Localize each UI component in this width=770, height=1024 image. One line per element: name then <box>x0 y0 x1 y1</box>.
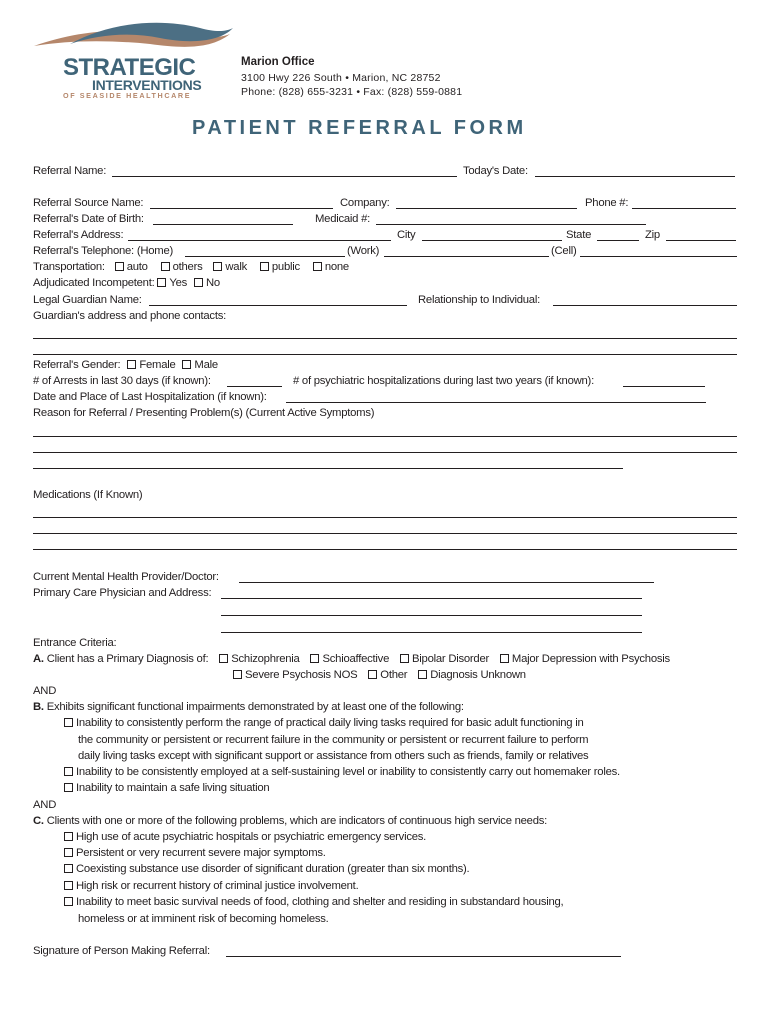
office-name: Marion Office <box>241 56 315 68</box>
medications-line-1[interactable] <box>33 517 737 518</box>
adjudicated-yes-checkbox[interactable] <box>157 278 166 287</box>
dob-label: Referral's Date of Birth: <box>33 213 144 225</box>
referral-name-field[interactable] <box>112 176 457 177</box>
relationship-field[interactable] <box>553 305 737 306</box>
zip-field[interactable] <box>666 240 736 241</box>
transport-others-checkbox[interactable] <box>161 262 170 271</box>
telephone-home-field[interactable] <box>185 256 345 257</box>
telephone-cell-label: (Cell) <box>551 245 577 257</box>
signature-label: Signature of Person Making Referral: <box>33 945 210 957</box>
transport-walk-checkbox[interactable] <box>213 262 222 271</box>
diag-unknown-checkbox[interactable] <box>418 670 427 679</box>
criteria-c-item <box>64 862 469 876</box>
logo-wave-icon <box>30 20 235 54</box>
pcp-line-1[interactable] <box>221 598 642 599</box>
guardian-contacts-label: Guardian's address and phone contacts: <box>33 310 226 322</box>
relationship-label: Relationship to Individual: <box>418 294 540 306</box>
criteria-c-2-checkbox[interactable] <box>64 848 73 857</box>
diag-schizophrenia-checkbox[interactable] <box>219 654 228 663</box>
criteria-c-5-line-2: homeless or at imminent risk of becoming homeless. <box>78 913 329 925</box>
gender-male-label: Male <box>194 359 218 371</box>
signature-field[interactable] <box>226 956 621 957</box>
todays-date-field[interactable] <box>535 176 735 177</box>
gender-female-checkbox[interactable] <box>127 360 136 369</box>
reason-label: Reason for Referral / Presenting Problem(s) (Current Active Symptoms) <box>33 407 375 419</box>
legal-guardian-label: Legal Guardian Name: <box>33 294 142 306</box>
state-label: State <box>566 229 592 241</box>
logo-line3: OF SEASIDE HEALTHCARE <box>63 91 192 100</box>
office-address: 3100 Hwy 226 South • Marion, NC 28752 <box>241 72 441 84</box>
office-phone: Phone: (828) 655-3231 • Fax: (828) 559-0881 <box>241 86 463 98</box>
gender-male-checkbox[interactable] <box>182 360 191 369</box>
telephone-home-label: Referral's Telephone: (Home) <box>33 245 173 257</box>
diag-schioaffective-checkbox[interactable] <box>310 654 319 663</box>
company-field[interactable] <box>396 208 577 209</box>
arrests-label: # of Arrests in last 30 days (if known): <box>33 375 211 387</box>
adjudicated-row <box>33 276 220 290</box>
transport-public-checkbox[interactable] <box>260 262 269 271</box>
diag-unknown-label: Diagnosis Unknown <box>430 669 526 681</box>
criteria-c-row <box>33 814 547 828</box>
gender-row <box>33 358 218 372</box>
criteria-b-item <box>64 716 584 730</box>
criteria-b-row <box>33 700 464 714</box>
dob-field[interactable] <box>153 224 293 225</box>
transportation-label: Transportation: <box>33 261 105 273</box>
criteria-c-3-text: Coexisting substance use disorder of significant duration (greater than six months). <box>76 863 470 875</box>
last-hosp-label: Date and Place of Last Hospitalization (if known): <box>33 391 267 403</box>
medications-line-3[interactable] <box>33 549 737 550</box>
criteria-c-4-text: High risk or recurrent history of criminal justice involvement. <box>76 880 359 892</box>
zip-label: Zip <box>645 229 660 241</box>
state-field[interactable] <box>597 240 639 241</box>
logo <box>30 20 235 105</box>
adjudicated-no-checkbox[interactable] <box>194 278 203 287</box>
diag-major-depression-checkbox[interactable] <box>500 654 509 663</box>
reason-line-1[interactable] <box>33 436 737 437</box>
psych-hosp-label: # of psychiatric hospitalizations during last two years (if known): <box>293 375 594 387</box>
logo-line2: INTERVENTIONS <box>92 77 202 93</box>
diag-bipolar-checkbox[interactable] <box>400 654 409 663</box>
criteria-c-3-checkbox[interactable] <box>64 864 73 873</box>
criteria-c-item <box>64 879 358 893</box>
adjudicated-no-label: No <box>205 277 220 289</box>
criteria-a-text: Client has a Primary Diagnosis of: <box>46 653 209 665</box>
criteria-b-2-checkbox[interactable] <box>64 767 73 776</box>
criteria-b-1-line-2: the community or persistent or recurrent failure in the community or persistent or recurrent failure to perform <box>78 734 589 746</box>
medications-line-2[interactable] <box>33 533 737 534</box>
diag-schioaffective-label: Schioaffective <box>322 653 390 665</box>
address-field[interactable] <box>128 240 391 241</box>
criteria-b-1-line-3: daily living tasks except with significant support or assistance from others such as friends, family or relatives <box>78 750 589 762</box>
criteria-b-1-line-1: Inability to consistently perform the range of practical daily living tasks required for basic adult functioning in <box>76 717 584 729</box>
legal-guardian-field[interactable] <box>149 305 407 306</box>
transportation-row <box>33 260 349 274</box>
diag-severe-psychosis-checkbox[interactable] <box>233 670 242 679</box>
referral-source-field[interactable] <box>150 208 333 209</box>
gender-female-label: Female <box>139 359 176 371</box>
criteria-b-2-text: Inability to be consistently employed at a self-sustaining level or inability to consistently carry out homemaker roles. <box>76 766 620 778</box>
criteria-b-item <box>64 765 620 779</box>
diag-other-checkbox[interactable] <box>368 670 377 679</box>
city-field[interactable] <box>422 240 562 241</box>
logo-line1: STRATEGIC <box>63 54 196 81</box>
guardian-contacts-line-2[interactable] <box>33 354 737 355</box>
referral-source-label: Referral Source Name: <box>33 197 144 209</box>
criteria-c-1-checkbox[interactable] <box>64 832 73 841</box>
diag-major-depression-label: Major Depression with Psychosis <box>511 653 670 665</box>
diag-schizophrenia-label: Schizophrenia <box>231 653 300 665</box>
criteria-b-text: Exhibits significant functional impairments demonstrated by at least one of the following: <box>46 701 464 713</box>
diag-severe-psychosis-label: Severe Psychosis NOS <box>245 669 358 681</box>
criteria-c-item <box>64 846 326 860</box>
mh-provider-label: Current Mental Health Provider/Doctor: <box>33 571 219 583</box>
psych-hosp-field[interactable] <box>623 386 705 387</box>
transport-auto-label: auto <box>126 261 148 273</box>
adjudicated-label: Adjudicated Incompetent: <box>33 277 155 289</box>
criteria-c-2-text: Persistent or very recurrent severe major symptoms. <box>76 847 326 859</box>
criteria-a-letter: A. <box>33 653 44 665</box>
gender-label: Referral's Gender: <box>33 359 121 371</box>
guardian-contacts-line-1[interactable] <box>33 338 737 339</box>
medications-label: Medications (If Known) <box>33 489 143 501</box>
address-label: Referral's Address: <box>33 229 124 241</box>
transport-auto-checkbox[interactable] <box>115 262 124 271</box>
criteria-b-item <box>64 781 269 795</box>
telephone-cell-field[interactable] <box>580 256 737 257</box>
medicaid-field[interactable] <box>376 224 646 225</box>
reason-line-3[interactable] <box>33 468 623 469</box>
company-label: Company: <box>340 197 390 209</box>
adjudicated-yes-label: Yes <box>169 277 188 289</box>
diag-other-label: Other <box>380 669 408 681</box>
criteria-c-5-line-1: Inability to meet basic survival needs of food, clothing and shelter and residing in substandard housing, <box>76 896 564 908</box>
arrests-field[interactable] <box>227 386 282 387</box>
criteria-c-text: Clients with one or more of the following problems, which are indicators of continuous high service needs: <box>46 815 548 827</box>
transport-none-label: none <box>324 261 349 273</box>
criteria-heading: Entrance Criteria: <box>33 637 117 649</box>
criteria-c-4-checkbox[interactable] <box>64 881 73 890</box>
reason-line-2[interactable] <box>33 452 737 453</box>
todays-date-label: Today's Date: <box>463 165 528 177</box>
referral-name-label: Referral Name: <box>33 165 107 177</box>
criteria-b-letter: B. <box>33 701 44 713</box>
mh-provider-field[interactable] <box>239 582 654 583</box>
telephone-work-label: (Work) <box>347 245 380 257</box>
criteria-b-3-checkbox[interactable] <box>64 783 73 792</box>
criteria-c-item <box>64 895 563 909</box>
transport-none-checkbox[interactable] <box>313 262 322 271</box>
criteria-c-letter: C. <box>33 815 44 827</box>
criteria-b-1-checkbox[interactable] <box>64 718 73 727</box>
medicaid-label: Medicaid #: <box>315 213 371 225</box>
telephone-work-field[interactable] <box>384 256 549 257</box>
diag-bipolar-label: Bipolar Disorder <box>412 653 490 665</box>
city-label: City <box>397 229 416 241</box>
criteria-c-item <box>64 830 426 844</box>
transport-others-label: others <box>172 261 203 273</box>
page-title: PATIENT REFERRAL FORM <box>192 117 527 139</box>
pcp-line-2[interactable] <box>221 615 642 616</box>
and-separator-2: AND <box>33 799 57 811</box>
last-hosp-field[interactable] <box>286 402 706 403</box>
pcp-line-3[interactable] <box>221 632 642 633</box>
criteria-c-5-checkbox[interactable] <box>64 897 73 906</box>
and-separator-1: AND <box>33 685 57 697</box>
transport-walk-label: walk <box>225 261 247 273</box>
phone-field[interactable] <box>632 208 736 209</box>
criteria-c-1-text: High use of acute psychiatric hospitals or psychiatric emergency services. <box>76 831 427 843</box>
pcp-label: Primary Care Physician and Address: <box>33 587 212 599</box>
criteria-a-row-2 <box>233 668 526 682</box>
transport-public-label: public <box>271 261 300 273</box>
criteria-a-row <box>33 652 670 666</box>
phone-label: Phone #: <box>585 197 629 209</box>
criteria-b-3-text: Inability to maintain a safe living situation <box>76 782 270 794</box>
